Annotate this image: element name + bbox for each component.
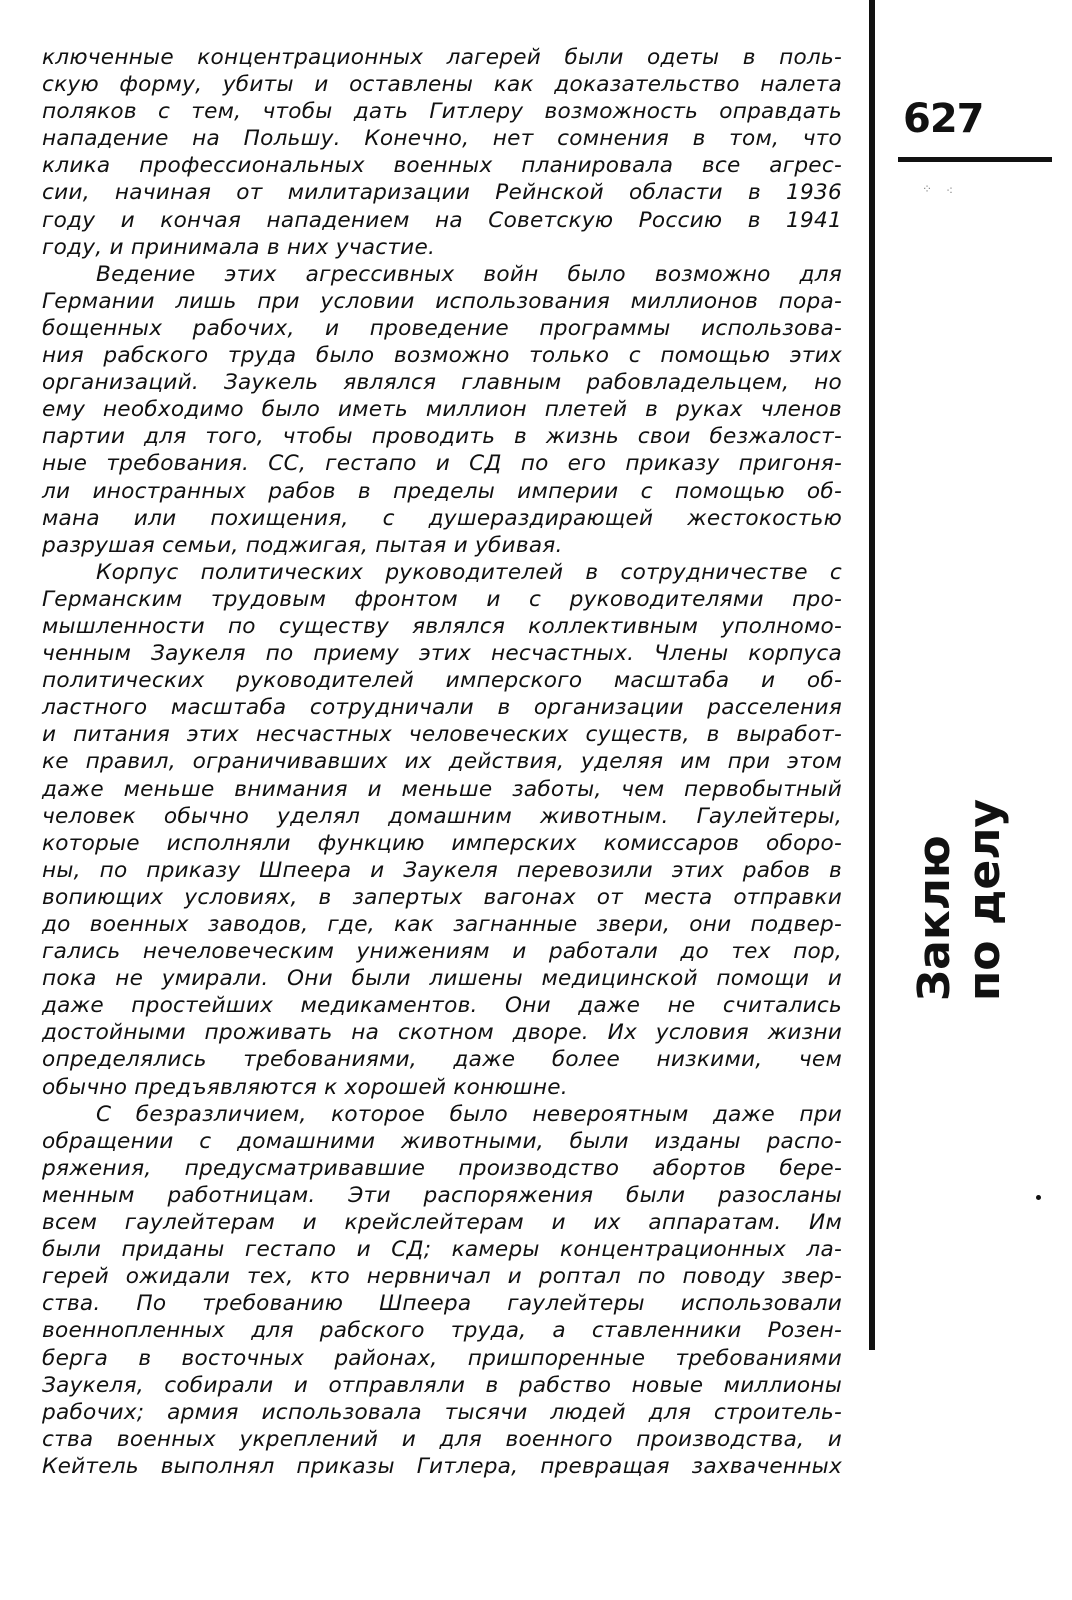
text-line: Заукеля, собирали и отправляли в рабство новые миллионы: [42, 1372, 842, 1398]
text-line: ния рабского труда было возможно только с помощью этих: [42, 343, 842, 369]
text-line: даже простейших медикаментов. Они даже не считались: [42, 993, 842, 1019]
text-line: ключенные концентрационных лагерей были одеты в поль-: [42, 45, 842, 70]
text-line: берга в восточных районах, пришпоренные требованиями: [42, 1345, 842, 1371]
horizontal-rule: [898, 157, 1052, 162]
text-line: ства военных укреплений и для военного производства, и: [42, 1426, 842, 1452]
text-line: сии, начиная от милитаризации Рейнской области в 1936: [42, 180, 842, 206]
print-speck: ⁖: [946, 184, 954, 198]
text-line: обращении с домашними животными, были изданы распо-: [42, 1128, 842, 1154]
text-line: обычно предъявляются к хорошей конюшне.: [42, 1074, 568, 1100]
text-line: Германии лишь при условии использования миллионов пора-: [42, 288, 842, 314]
text-line: Корпус политических руководителей в сотрудничестве с: [96, 559, 842, 585]
print-dot: [1036, 1195, 1041, 1200]
text-line: достойными проживать на скотном дворе. Их условия жизни: [42, 1020, 842, 1046]
text-line: Германским трудовым фронтом и с руководителями про-: [42, 586, 842, 612]
text-line: году и кончая нападением на Советскую Россию в 1941: [42, 207, 842, 233]
text-line: ему необходимо было иметь миллион плетей в руках членов: [42, 397, 842, 423]
text-line: бощенных рабочих, и проведение программы использова-: [42, 315, 842, 341]
text-line: ке правил, ограничивавших их действия, уделяя им при этом: [42, 749, 842, 775]
text-line: пока не умирали. Они были лишены медицинской помощи и: [42, 966, 842, 992]
text-line: менным работницам. Эти распоряжения были разосланы: [42, 1182, 842, 1208]
vertical-rule: [869, 0, 875, 1350]
paragraph: [42, 1101, 842, 1480]
text-line: мышленности по существу являлся коллективным уполномо-: [42, 613, 842, 639]
text-line: С безразличием, которое было невероятным даже при: [96, 1101, 842, 1127]
text-line: определялись требованиями, даже более низкими, чем: [42, 1047, 842, 1073]
text-line: разрушая семьи, поджигая, пытая и убивая.: [42, 532, 563, 558]
text-line: ряжения, предусматривавшие производство абортов бере-: [42, 1155, 842, 1181]
text-line: ли иностранных рабов в пределы империи с помощью об-: [42, 478, 842, 504]
text-line: которые исполняли функцию имперских комиссаров оборо-: [42, 830, 842, 856]
text-line: ченным Заукеля по приему этих несчастных. Члены корпуса: [42, 641, 842, 667]
text-line: рабочих; армия использовала тысячи людей для строитель-: [42, 1399, 842, 1425]
text-line: мана или похищения, с душераздирающей жестокостью: [42, 505, 842, 531]
text-line: Ведение этих агрессивных войн было возможно для: [96, 261, 842, 287]
text-line: Кейтель выполнял приказы Гитлера, превращая захваченных: [42, 1453, 842, 1479]
section-title-line: по делу: [959, 798, 1010, 1002]
text-line: нападение на Польшу. Конечно, нет сомнения в том, что: [42, 126, 842, 152]
text-line: даже меньше внимания и меньше заботы, чем первобытный: [42, 776, 842, 802]
text-line: поляков с тем, чтобы дать Гитлеру возможность оправдать: [42, 99, 842, 125]
text-line: военнопленных для рабского труда, а ставленники Розен-: [42, 1318, 842, 1344]
text-line: до военных заводов, где, как загнанные звери, они подвер-: [42, 912, 842, 937]
paragraph: [42, 559, 842, 1101]
text-line: человек обычно уделял домашним животным. Гаулейтеры,: [42, 803, 842, 829]
text-line: вопиющих условиях, в запертых вагонах от места отправки: [42, 884, 842, 910]
page-number: 627: [903, 96, 984, 142]
print-speck: ⁘: [922, 182, 933, 196]
text-line: ластного масштаба сотрудничали в организации расселения: [42, 695, 842, 721]
text-line: были приданы гестапо и СД; камеры концентрационных ла-: [42, 1237, 842, 1263]
paragraph: [42, 261, 842, 559]
text-line: герей ожидали тех, кто нервничал и роптал по поводу звер-: [42, 1264, 842, 1290]
text-line: ства. По требованию Шпеера гаулейтеры использовали: [42, 1291, 842, 1317]
text-line: партии для того, чтобы проводить в жизнь свои безжалост-: [42, 424, 842, 450]
text-line: скую форму, убиты и оставлены как доказательство налета: [42, 72, 842, 98]
paragraph: [42, 44, 842, 261]
running-section-title-text: [910, 799, 1010, 1001]
text-line: организаций. Заукель являлся главным рабовладельцем, но: [42, 370, 842, 396]
text-line: ны, по приказу Шпеера и Заукеля перевозили этих рабов в: [42, 857, 842, 883]
text-line: клика профессиональных военных планировала все агрес-: [42, 153, 842, 179]
text-line: всем гаулейтерам и крейслейтерам и их аппаратам. Им: [42, 1210, 842, 1236]
text-line: году, и принимала в них участие.: [42, 234, 436, 260]
text-line: гались нечеловеческим унижениям и работали до тех пор,: [42, 939, 842, 965]
text-line: и питания этих несчастных человеческих существ, в выработ-: [42, 722, 842, 748]
section-title-line: Заклю: [909, 835, 960, 1002]
body-text: [42, 44, 842, 1480]
text-line: ные требования. СС, гестапо и СД по его приказу пригоня-: [42, 451, 842, 477]
text-line: политических руководителей имперского масштаба и об-: [42, 668, 842, 694]
